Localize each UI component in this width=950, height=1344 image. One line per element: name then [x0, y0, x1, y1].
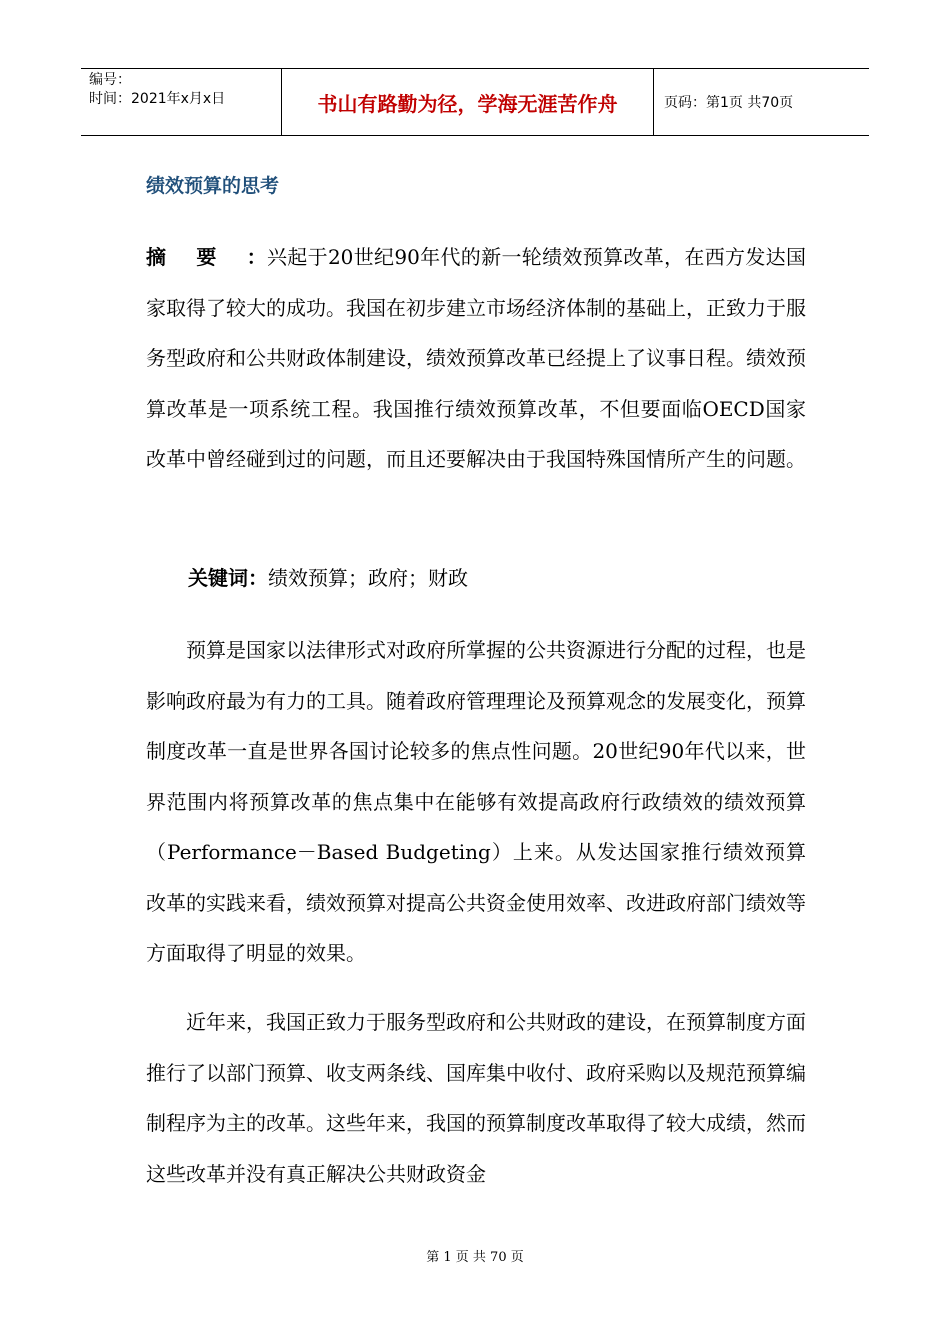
header-page-info: 页码：第1页 共70页 — [664, 95, 794, 111]
header-meta — [81, 69, 282, 135]
body-paragraph-1: 预算是国家以法律形式对政府所掌握的公共资源进行分配的过程，也是影响政府最为有力的工具。随着政府管理理论及预算观念的发展变化，预算制度改革一直是世界各国讨论较多的焦点性问题。20世纪90年代以来，世界范围内将预算改革的焦点集中在能够有效提高政府行政绩效的绩效预算（Performance－Based Budgeting）上来。从发达国家推行绩效预算改革的实践来看，绩效预算对提高公共资金使用效率、改进政府部门绩效等方面取得了明显的效果。 — [146, 638, 806, 965]
keywords-text: 绩效预算；政府；财政 — [268, 566, 468, 590]
keywords — [188, 553, 808, 604]
keywords-label: 关键词： — [188, 566, 268, 590]
abstract-text: 兴起于20世纪90年代的新一轮绩效预算改革，在西方发达国家取得了较大的成功。我国在初步建立市场经济体制的基础上，正致力于服务型政府和公共财政体制建设，绩效预算改革已经提上了议事日程。绩效预算改革是一项系统工程。我国推行绩效预算改革，不但要面临OECD国家改革中曾经碰到过的问题，而且还要解决由于我国特殊国情所产生的问题。 — [146, 245, 807, 471]
document-number-label: 编号： — [89, 72, 131, 88]
body-paragraph-2: 近年来，我国正致力于服务型政府和公共财政的建设，在预算制度方面推行了以部门预算、收支两条线、国库集中收付、政府采购以及规范预算编制程序为主的改革。这些年来，我国的预算制度改革取得了较大成绩，然而这些改革并没有真正解决公共财政资金 — [146, 1010, 806, 1186]
document-date: 时间：2021年x月x日 — [89, 91, 226, 107]
header-motto: 书山有路勤为径，学海无涯苦作舟 — [282, 69, 654, 135]
abstract-colon: ： — [246, 245, 267, 269]
page-footer: 第 1 页 共 70 页 — [426, 1250, 524, 1265]
abstract-label: 摘要 — [146, 245, 247, 269]
document-title: 绩效预算的思考 — [146, 175, 280, 197]
abstract — [146, 232, 806, 485]
page-header — [81, 68, 869, 136]
